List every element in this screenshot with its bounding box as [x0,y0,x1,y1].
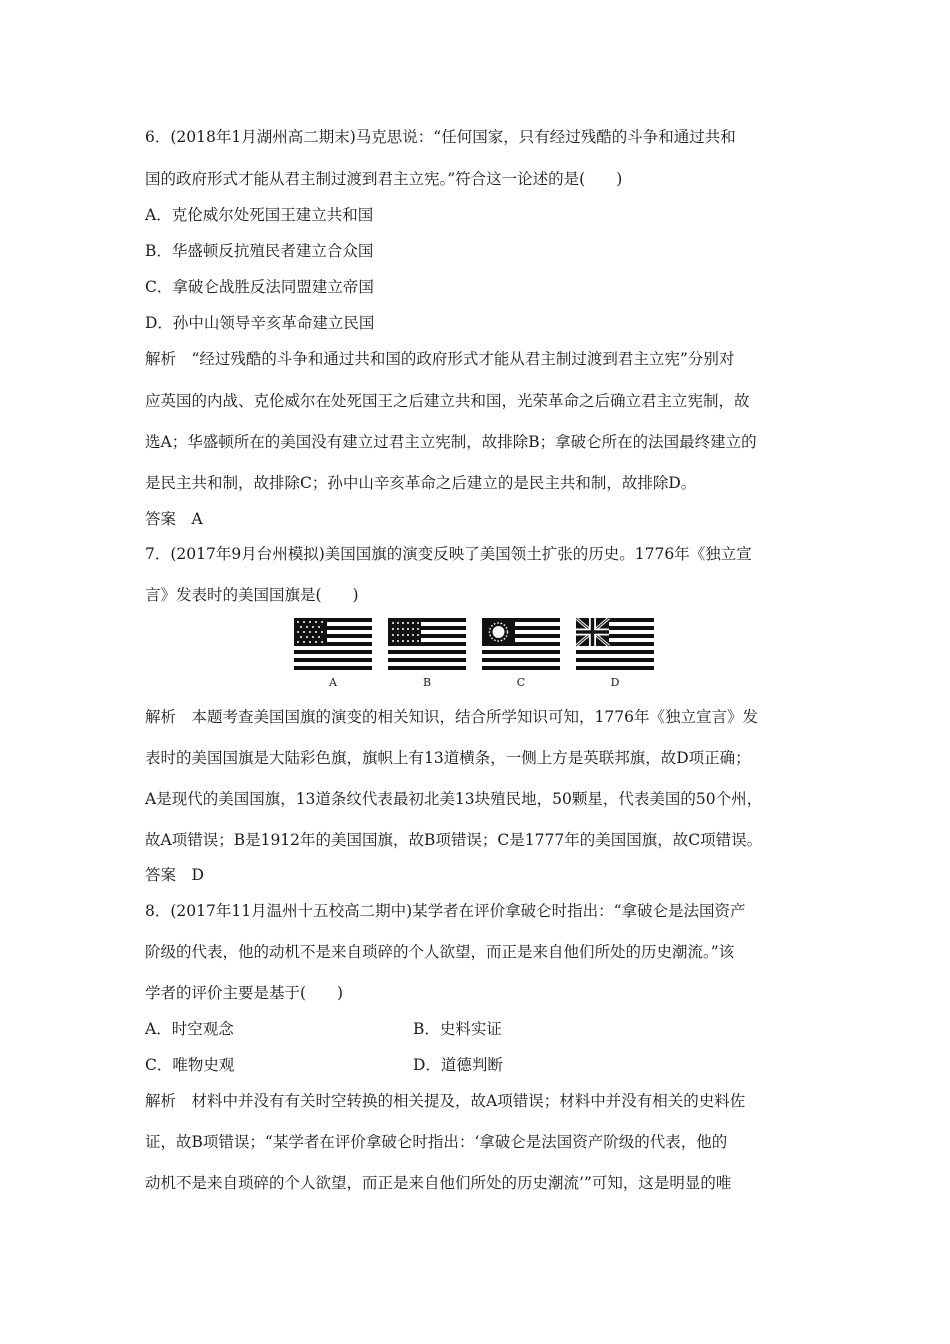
flag-d-image [576,618,654,670]
q7-answer: 答案 D [145,866,204,884]
q8-option-a: A．时空观念 [145,1020,234,1038]
q8-option-d: D．道德判断 [413,1056,503,1074]
q8-stem-line-3: 学者的评价主要是基于( ) [145,984,344,1002]
q7-analysis-line-4: 故A项错误；B是1912年的美国国旗，故B项错误；C是1777年的美国国旗，故C项错误。 [145,831,763,849]
flag-label-c: C [516,676,526,689]
q7-analysis-line-2: 表时的美国国旗是大陆彩色旗，旗帜上有13道横条，一侧上方是英联邦旗，故D项正确； [145,749,751,767]
flag-c-image [482,618,560,670]
q6-stem-line-2: 国的政府形式才能从君主制过渡到君主立宪。”符合这一论述的是( ) [145,170,623,188]
flag-label-a: A [329,676,337,689]
q8-analysis-line-3: 动机不是来自琐碎的个人欲望，而正是来自他们所处的历史潮流’”可知，这是明显的唯 [145,1174,732,1192]
flag-label-b: B [422,676,432,689]
q6-option-c: C．拿破仑战胜反法同盟建立帝国 [145,278,374,296]
q8-analysis-line-2: 证，故B项错误；“某学者在评价拿破仑时指出：‘拿破仑是法国资产阶级的代表，他的 [145,1133,728,1151]
q8-stem-line-1: 8．(2017年11月温州十五校高二期中)某学者在评价拿破仑时指出：“拿破仑是法国资产 [145,902,746,920]
q8-option-b: B．史料实证 [413,1020,502,1038]
q7-stem-line-1: 7．(2017年9月台州模拟)美国国旗的演变反映了美国领土扩张的历史。1776年《独立宣 [145,545,752,563]
q6-option-b: B．华盛顿反抗殖民者建立合众国 [145,242,374,260]
q6-analysis-line-3: 选A；华盛顿所在的美国没有建立过君主立宪制，故排除B；拿破仑所在的法国最终建立的 [145,433,757,451]
q6-option-a: A．克伦威尔处死国王建立共和国 [145,206,374,224]
flag-figure [294,618,664,690]
q6-answer: 答案 A [145,510,203,528]
flag-b-image [388,618,466,670]
q6-analysis-line-2: 应英国的内战、克伦威尔在处死国王之后建立共和国，光荣革命之后确立君主立宪制，故 [145,392,750,410]
q7-analysis-line-1: 解析 本题考查美国国旗的演变的相关知识，结合所学知识可知，1776年《独立宣言》发 [145,708,758,726]
flag-a-image [294,618,372,670]
q8-option-c: C．唯物史观 [145,1056,235,1074]
flag-label-d: D [610,676,620,689]
q8-analysis-line-1: 解析 材料中并没有有关时空转换的相关提及，故A项错误；材料中并没有相关的史料佐 [145,1092,746,1110]
q8-stem-line-2: 阶级的代表，他的动机不是来自琐碎的个人欲望，而正是来自他们所处的历史潮流。”该 [145,943,735,961]
q7-analysis-line-3: A是现代的美国国旗，13道条纹代表最初北美13块殖民地，50颗星，代表美国的50个州， [145,790,763,808]
q6-analysis-line-4: 是民主共和制，故排除C；孙中山辛亥革命之后建立的是民主共和制，故排除D。 [145,474,697,492]
q6-stem-line-1: 6．(2018年1月湖州高二期末)马克思说：“任何国家，只有经过残酷的斗争和通过共和 [145,128,736,146]
q6-analysis-line-1: 解析 “经过残酷的斗争和通过共和国的政府形式才能从君主制过渡到君主立宪”分别对 [145,350,735,368]
q7-stem-line-2: 言》发表时的美国国旗是( ) [145,586,359,604]
q6-option-d: D．孙中山领导辛亥革命建立民国 [145,314,375,332]
